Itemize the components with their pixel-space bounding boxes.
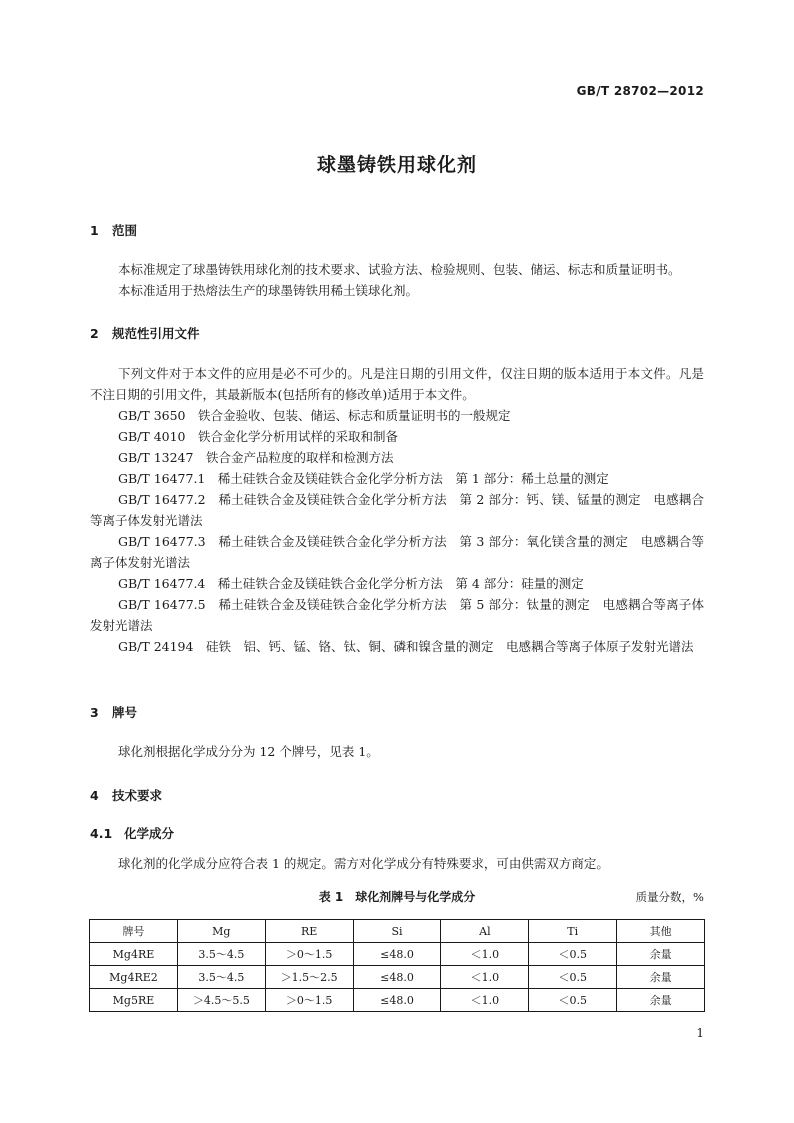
- table-cell: 3.5～4.5: [177, 966, 265, 989]
- subsection-number: 4.1: [90, 826, 113, 841]
- header-cell: Si: [353, 920, 441, 943]
- table-cell: ＞0～1.5: [265, 989, 353, 1012]
- section-3-heading: [90, 703, 137, 721]
- reference-item: GB/T 16477.3 稀土硅铁合金及镁硅铁合金化学分析方法 第 3 部分：氧化镁含量的测定 电感耦合等离子体发射光谱法: [90, 534, 704, 570]
- subsection-4-1-heading: [90, 824, 174, 842]
- reference-item: GB/T 3650 铁合金验收、包装、储运、标志和质量证明书的一般规定: [118, 408, 511, 423]
- paragraph: 本标准规定了球墨铸铁用球化剂的技术要求、试验方法、检验规则、包装、储运、标志和质量证明书。: [118, 262, 681, 277]
- table-row: [90, 966, 705, 989]
- reference-item: GB/T 16477.1 稀土硅铁合金及镁硅铁合金化学分析方法 第 1 部分：稀土总量的测定: [118, 471, 609, 486]
- table-cell: ＜1.0: [441, 966, 529, 989]
- table-header-row: [90, 920, 705, 943]
- table-cell: Mg4RE2: [90, 966, 178, 989]
- subsection-title: 化学成分: [124, 826, 175, 841]
- reference-item: GB/T 16477.2 稀土硅铁合金及镁硅铁合金化学分析方法 第 2 部分：钙、镁、锰量的测定 电感耦合等离子体发射光谱法: [90, 492, 704, 528]
- table-cell: ≤48.0: [353, 943, 441, 966]
- table-cell: ＜1.0: [441, 943, 529, 966]
- standard-code: GB/T 28702—2012: [576, 84, 704, 98]
- table-cell: ＜0.5: [529, 966, 617, 989]
- section-1-heading: [90, 221, 137, 239]
- table-cell: 余量: [617, 943, 705, 966]
- section-number: 2: [90, 326, 99, 341]
- table-cell: 余量: [617, 989, 705, 1012]
- section-2-heading: [90, 324, 200, 342]
- section-4-heading: [90, 786, 162, 804]
- reference-item: GB/T 16477.5 稀土硅铁合金及镁硅铁合金化学分析方法 第 5 部分：钛量的测定 电感耦合等离子体发射光谱法: [90, 597, 704, 633]
- reference-item: GB/T 24194 硅铁 铝、钙、锰、铬、钛、铜、磷和镍含量的测定 电感耦合等离子体原子发射光谱法: [118, 639, 694, 654]
- table-cell: ＞0～1.5: [265, 943, 353, 966]
- reference-item: GB/T 4010 铁合金化学分析用试样的采取和制备: [118, 429, 399, 444]
- table-cell: Mg4RE: [90, 943, 178, 966]
- reference-item: GB/T 16477.4 稀土硅铁合金及镁硅铁合金化学分析方法 第 4 部分：硅量的测定: [118, 576, 584, 591]
- section-title: 牌号: [112, 705, 138, 720]
- composition-table: [89, 919, 705, 1012]
- paragraph: 球化剂根据化学成分分为 12 个牌号，见表 1。: [118, 744, 379, 759]
- header-cell: Al: [441, 920, 529, 943]
- table-cell: ＜1.0: [441, 989, 529, 1012]
- paragraph: 本标准适用于热熔法生产的球墨铸铁用稀土镁球化剂。: [118, 283, 419, 298]
- header-cell: Ti: [529, 920, 617, 943]
- header-cell: Mg: [177, 920, 265, 943]
- paragraph: 下列文件对于本文件的应用是必不可少的。凡是注日期的引用文件，仅注日期的版本适用于本文件。凡是不注日期的引用文件，其最新版本(包括所有的修改单)适用于本文件。: [90, 366, 704, 402]
- header-cell: 牌号: [90, 920, 178, 943]
- paragraph: 球化剂的化学成分应符合表 1 的规定。需方对化学成分有特殊要求，可由供需双方商定。: [118, 856, 609, 871]
- table-cell: ＜0.5: [529, 943, 617, 966]
- table-cell: ≤48.0: [353, 966, 441, 989]
- table-cell: ≤48.0: [353, 989, 441, 1012]
- section-title: 技术要求: [112, 788, 163, 803]
- table-cell: 余量: [617, 966, 705, 989]
- section-title: 范围: [112, 223, 138, 238]
- table-cell: ＞1.5～2.5: [265, 966, 353, 989]
- section-number: 3: [90, 705, 99, 720]
- table-row: [90, 943, 705, 966]
- table-cell: ＜0.5: [529, 989, 617, 1012]
- table-cell: Mg5RE: [90, 989, 178, 1012]
- table-cell: ＞4.5～5.5: [177, 989, 265, 1012]
- table-caption: 表 1 球化剂牌号与化学成分: [318, 890, 476, 904]
- table-unit: 质量分数，%: [635, 890, 704, 904]
- section-title: 规范性引用文件: [112, 326, 200, 341]
- section-number: 4: [90, 788, 99, 803]
- table-row: [90, 989, 705, 1012]
- section-number: 1: [90, 223, 99, 238]
- header-cell: 其他: [617, 920, 705, 943]
- document-title: 球墨铸铁用球化剂: [316, 154, 477, 176]
- table-cell: 3.5～4.5: [177, 943, 265, 966]
- reference-item: GB/T 13247 铁合金产品粒度的取样和检测方法: [118, 450, 394, 465]
- page-number: 1: [696, 1026, 704, 1040]
- header-cell: RE: [265, 920, 353, 943]
